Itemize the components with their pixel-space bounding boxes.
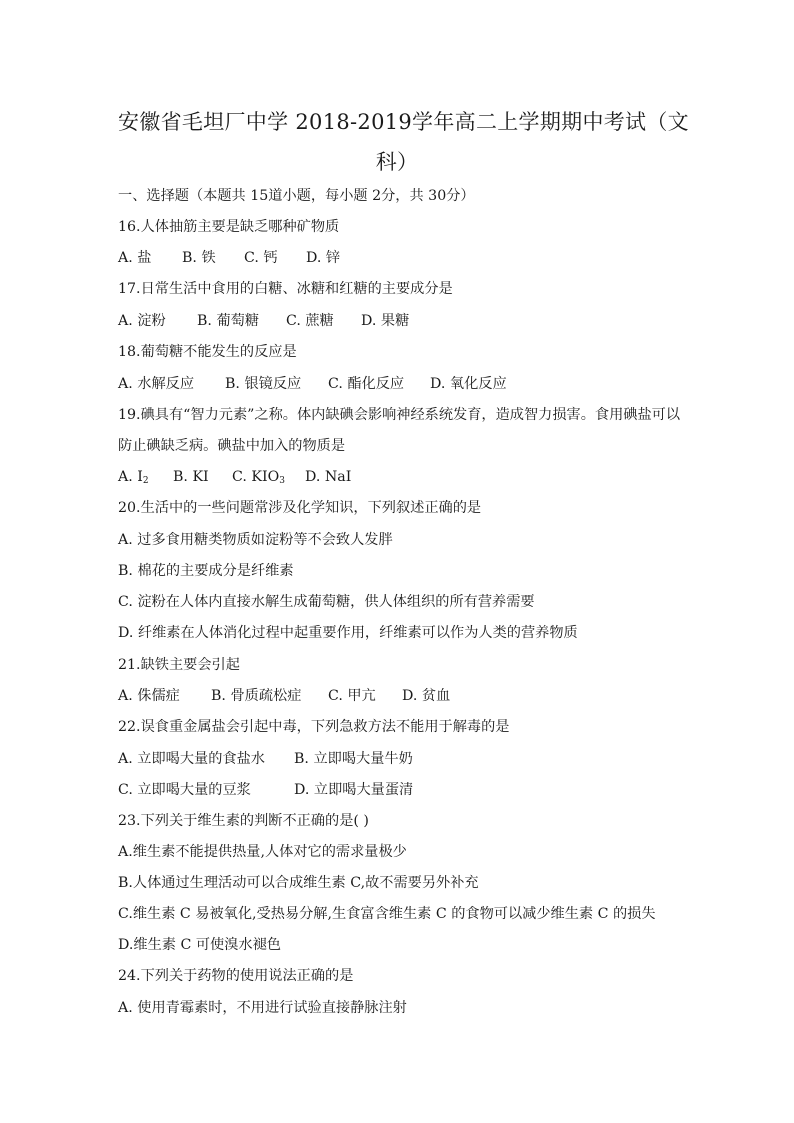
question-22-stem: 22.误食重金属盐会引起中毒，下列急救方法不能用于解毒的是 <box>118 719 510 735</box>
question-17-options <box>118 311 409 331</box>
q21-option-b: B. 骨质疏松症 <box>211 688 302 704</box>
q23-option-a: A.维生素不能提供热量,人体对它的需求量极少 <box>118 844 407 860</box>
question-19-stem-line-2: 防止碘缺乏病。碘盐中加入的物质是 <box>118 438 346 454</box>
q20-option-c: C. 淀粉在人体内直接水解生成葡萄糖，供人体组织的所有营养需要 <box>118 594 535 610</box>
q16-option-a: A. 盐 <box>118 250 152 266</box>
q20-option-a: A. 过多食用糖类物质如淀粉等不会致人发胖 <box>118 532 393 548</box>
question-24-stem: 24.下列关于药物的使用说法正确的是 <box>118 968 354 984</box>
q23-option-b: B.人体通过生理活动可以合成维生素 C,故不需要另外补充 <box>118 875 479 891</box>
q23-option-c: C.维生素 C 易被氧化,受热易分解,生食富含维生素 C 的食物可以减少维生素 C 的损失 <box>118 906 656 922</box>
section-heading: 一、选择题（本题共 15道小题，每小题 2分，共 30分） <box>118 188 475 204</box>
q18-option-c: C. 酯化反应 <box>328 376 405 392</box>
q16-option-b: B. 铁 <box>182 250 216 266</box>
question-17-stem: 17.日常生活中食用的白糖、冰糖和红糖的主要成分是 <box>118 281 453 297</box>
q24-option-a: A. 使用青霉素时，不用进行试验直接静脉注射 <box>118 1000 407 1016</box>
q22-option-d: D. 立即喝大量蛋清 <box>294 782 414 798</box>
title-line-1: 安徽省毛坦厂中学 2018-2019学年高二上学期期中考试（文 <box>118 110 689 134</box>
q21-option-a: A. 侏儒症 <box>118 688 180 704</box>
q21-option-d: D. 贫血 <box>402 688 451 704</box>
question-22-options-row-2 <box>118 780 413 800</box>
q22-option-b: B. 立即喝大量牛奶 <box>294 751 413 767</box>
q22-option-c: C. 立即喝大量的豆浆 <box>118 782 251 798</box>
question-16-options <box>118 248 340 268</box>
question-19-stem-line-1: 19.碘具有“智力元素”之称。体内缺碘会影响神经系统发育，造成智力损害。食用碘盐可以 <box>118 407 681 423</box>
q22-option-a: A. 立即喝大量的食盐水 <box>118 751 265 767</box>
question-20-stem: 20.生活中的一些问题常涉及化学知识，下列叙述正确的是 <box>118 500 482 516</box>
question-18-stem: 18.葡萄糖不能发生的反应是 <box>118 344 297 360</box>
q20-option-b: B. 棉花的主要成分是纤维素 <box>118 563 294 579</box>
q16-option-d: D. 锌 <box>306 250 341 266</box>
q17-option-c: C. 蔗糖 <box>286 313 334 329</box>
q19-option-c: C. $KIO_3$ <box>232 469 285 486</box>
q23-option-d: D.维生素 C 可使溴水褪色 <box>118 937 281 953</box>
q21-option-c: C. 甲亢 <box>328 688 376 704</box>
q19-option-b: B. KI <box>173 469 209 485</box>
question-23-stem: 23.下列关于维生素的判断不正确的是( ) <box>118 813 369 829</box>
q18-option-d: D. 氧化反应 <box>430 376 507 392</box>
question-19-options <box>118 467 351 487</box>
question-21-options <box>118 686 450 706</box>
q19-option-a: A. $I_2$ <box>118 469 149 486</box>
q17-option-d: D. 果糖 <box>361 313 410 329</box>
question-22-options-row-1 <box>118 749 413 769</box>
q18-option-b: B. 银镜反应 <box>225 376 302 392</box>
q16-option-c: C. 钙 <box>244 250 278 266</box>
q17-option-a: A. 淀粉 <box>118 313 166 329</box>
q19-option-d: D. NaI <box>305 469 352 485</box>
question-21-stem: 21.缺铁主要会引起 <box>118 657 240 673</box>
q18-option-a: A. 水解反应 <box>118 376 195 392</box>
question-16-stem: 16.人体抽筋主要是缺乏哪种矿物质 <box>118 219 340 235</box>
title-line-2: 科） <box>375 150 419 174</box>
q17-option-b: B. 葡萄糖 <box>197 313 260 329</box>
q20-option-d: D. 纤维素在人体消化过程中起重要作用，纤维素可以作为人类的营养物质 <box>118 625 578 641</box>
question-18-options <box>118 374 507 394</box>
page-title <box>118 102 689 182</box>
